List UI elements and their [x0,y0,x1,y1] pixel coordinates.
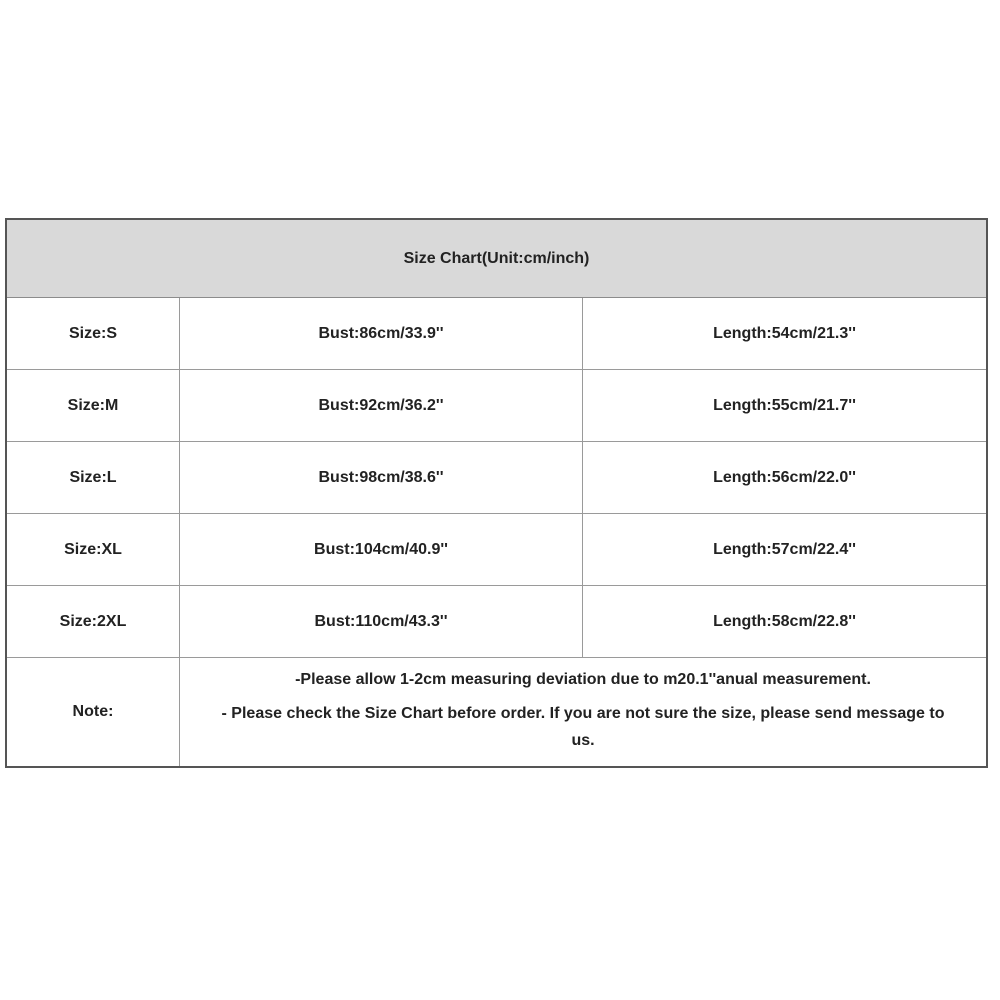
bust-cell: Bust:92cm/36.2'' [180,370,583,441]
size-cell: Size:M [7,370,180,441]
length-cell: Length:55cm/21.7'' [713,396,856,414]
bust-cell: Bust:104cm/40.9'' [180,514,583,585]
length-cell: Length:58cm/22.8'' [713,612,856,630]
bust-cell: Bust:86cm/33.9'' [180,298,583,369]
note-line-1: -Please allow 1-2cm measuring deviation due to m20.1''anual measurement. [295,671,871,688]
size-cell: Size:L [7,442,180,513]
note-text [180,658,986,766]
table-row [7,442,986,514]
note-label: Note: [7,658,180,766]
note-line-2: - Please check the Size Chart before order. If you are not sure the size, please send message to us. [221,705,945,749]
size-chart-title: Size Chart(Unit:cm/inch) [7,220,986,298]
length-cell: Length:54cm/21.3'' [713,324,856,342]
table-row [7,514,986,586]
bust-cell: Bust:98cm/38.6'' [180,442,583,513]
size-chart-table [5,218,988,768]
size-cell: Size:S [7,298,180,369]
length-cell: Length:56cm/22.0'' [713,468,856,486]
note-row [7,658,986,766]
table-row [7,298,986,370]
size-cell: Size:XL [7,514,180,585]
size-cell: Size:2XL [7,586,180,657]
table-row [7,586,986,658]
length-cell: Length:57cm/22.4'' [713,540,856,558]
table-row [7,370,986,442]
bust-cell: Bust:110cm/43.3'' [180,586,583,657]
